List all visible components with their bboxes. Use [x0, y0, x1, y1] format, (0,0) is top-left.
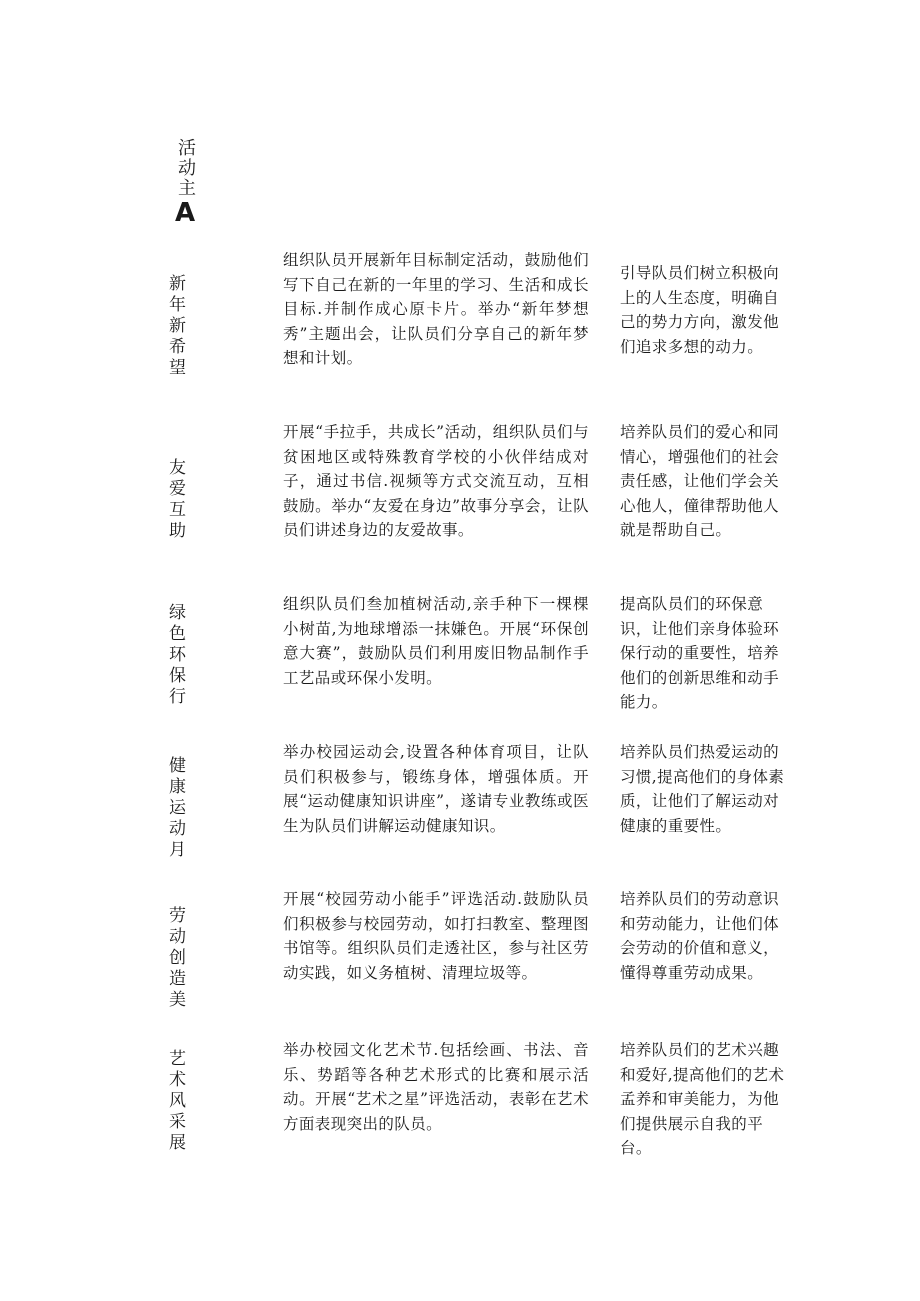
- theme-title: [172, 138, 198, 230]
- activity-goal: 引导队员们树立积极向上的人生态度，明确自己的势力方向，激发他们追求多想的动力。: [620, 264, 780, 356]
- row-label: 友爱互助: [165, 458, 185, 542]
- row-label: 新年新希望: [165, 274, 185, 379]
- activity-content: 组织队员开展新年目标制定活动，鼓励他们写下自己在新的一年里的学习、生活和成长目标.并制作成心原卡片。举办“新年梦想秀”主题出会，让队员们分享自己的新年梦想和计划。: [283, 251, 589, 367]
- activity-goal: 提高队员们的环保意识，让他们亲身体验环保行动的重要性，培养他们的创新思维和动手能力。: [620, 595, 780, 711]
- activity-goal: 培养队员们的爱心和同情心，增强他们的社会责任感，让他们学会关心他人，僮律帮助他人就是帮助自己。: [620, 423, 780, 539]
- activity-goal: 培养队员们的艺术兴趣和爱好,提高他们的艺术孟养和审美能力，为他们提供展示自我的平台。: [620, 1041, 785, 1157]
- activity-content: 开展“校园劳动小能手”评选活动.鼓励队员们积极参与校园劳动，如打扫教室、整理图书馆等。组织队员们走透社区，参与社区劳动实践，如义务植树、清理垃圾等。: [283, 890, 589, 982]
- row-label: 健康运动月: [165, 756, 185, 861]
- row-label: 绿色环保行: [165, 603, 185, 708]
- activity-content: 举办校园文化艺术节.包括绘画、书法、音乐、势蹈等各种艺术形式的比赛和展示活动。开展“艺术之星”评选活动，表彰在艺术方面表现突出的队员。: [283, 1041, 589, 1133]
- activity-content: 组织队员们叁加植树活动,亲手种下一棵棵小树苗,为地球增添一抹嫌色。开展“环保创意大赛”，鼓励队员们利用废旧物品制作手工艺品或环保小发明。: [283, 595, 589, 687]
- row-label: 劳动创造美: [165, 906, 185, 1011]
- activity-goal: 培养队员们的劳动意识和劳动能力，让他们体会劳动的价值和意义，懂得尊重劳动成果。: [620, 890, 780, 982]
- activity-content: 举办校园运动会,设置各种体育项目，让队员们积极参与，锻练身体，增强体质。开展“运动健康知识讲座”，遂请专业教练或医生为队员们讲解运动健康知识。: [283, 743, 589, 835]
- row-label: 艺术风采展: [165, 1049, 185, 1154]
- activity-goal: 培养队员们热爱运动的习惯,提高他们的身体素质，让他们了解运动对健康的重要性。: [620, 743, 785, 835]
- activity-content: 开展“手拉手，共成长”活动，组织队员们与贫困地区或特殊教育学校的小伙伴结成对子，通过书信.视频等方式交流互动，互相鼓励。举办“友爱在身边”故事分享会，让队员们讲述身边的友爱故事。: [283, 423, 589, 539]
- theme-title-text: 活动主: [175, 138, 196, 198]
- theme-title-suffix: A: [170, 198, 200, 230]
